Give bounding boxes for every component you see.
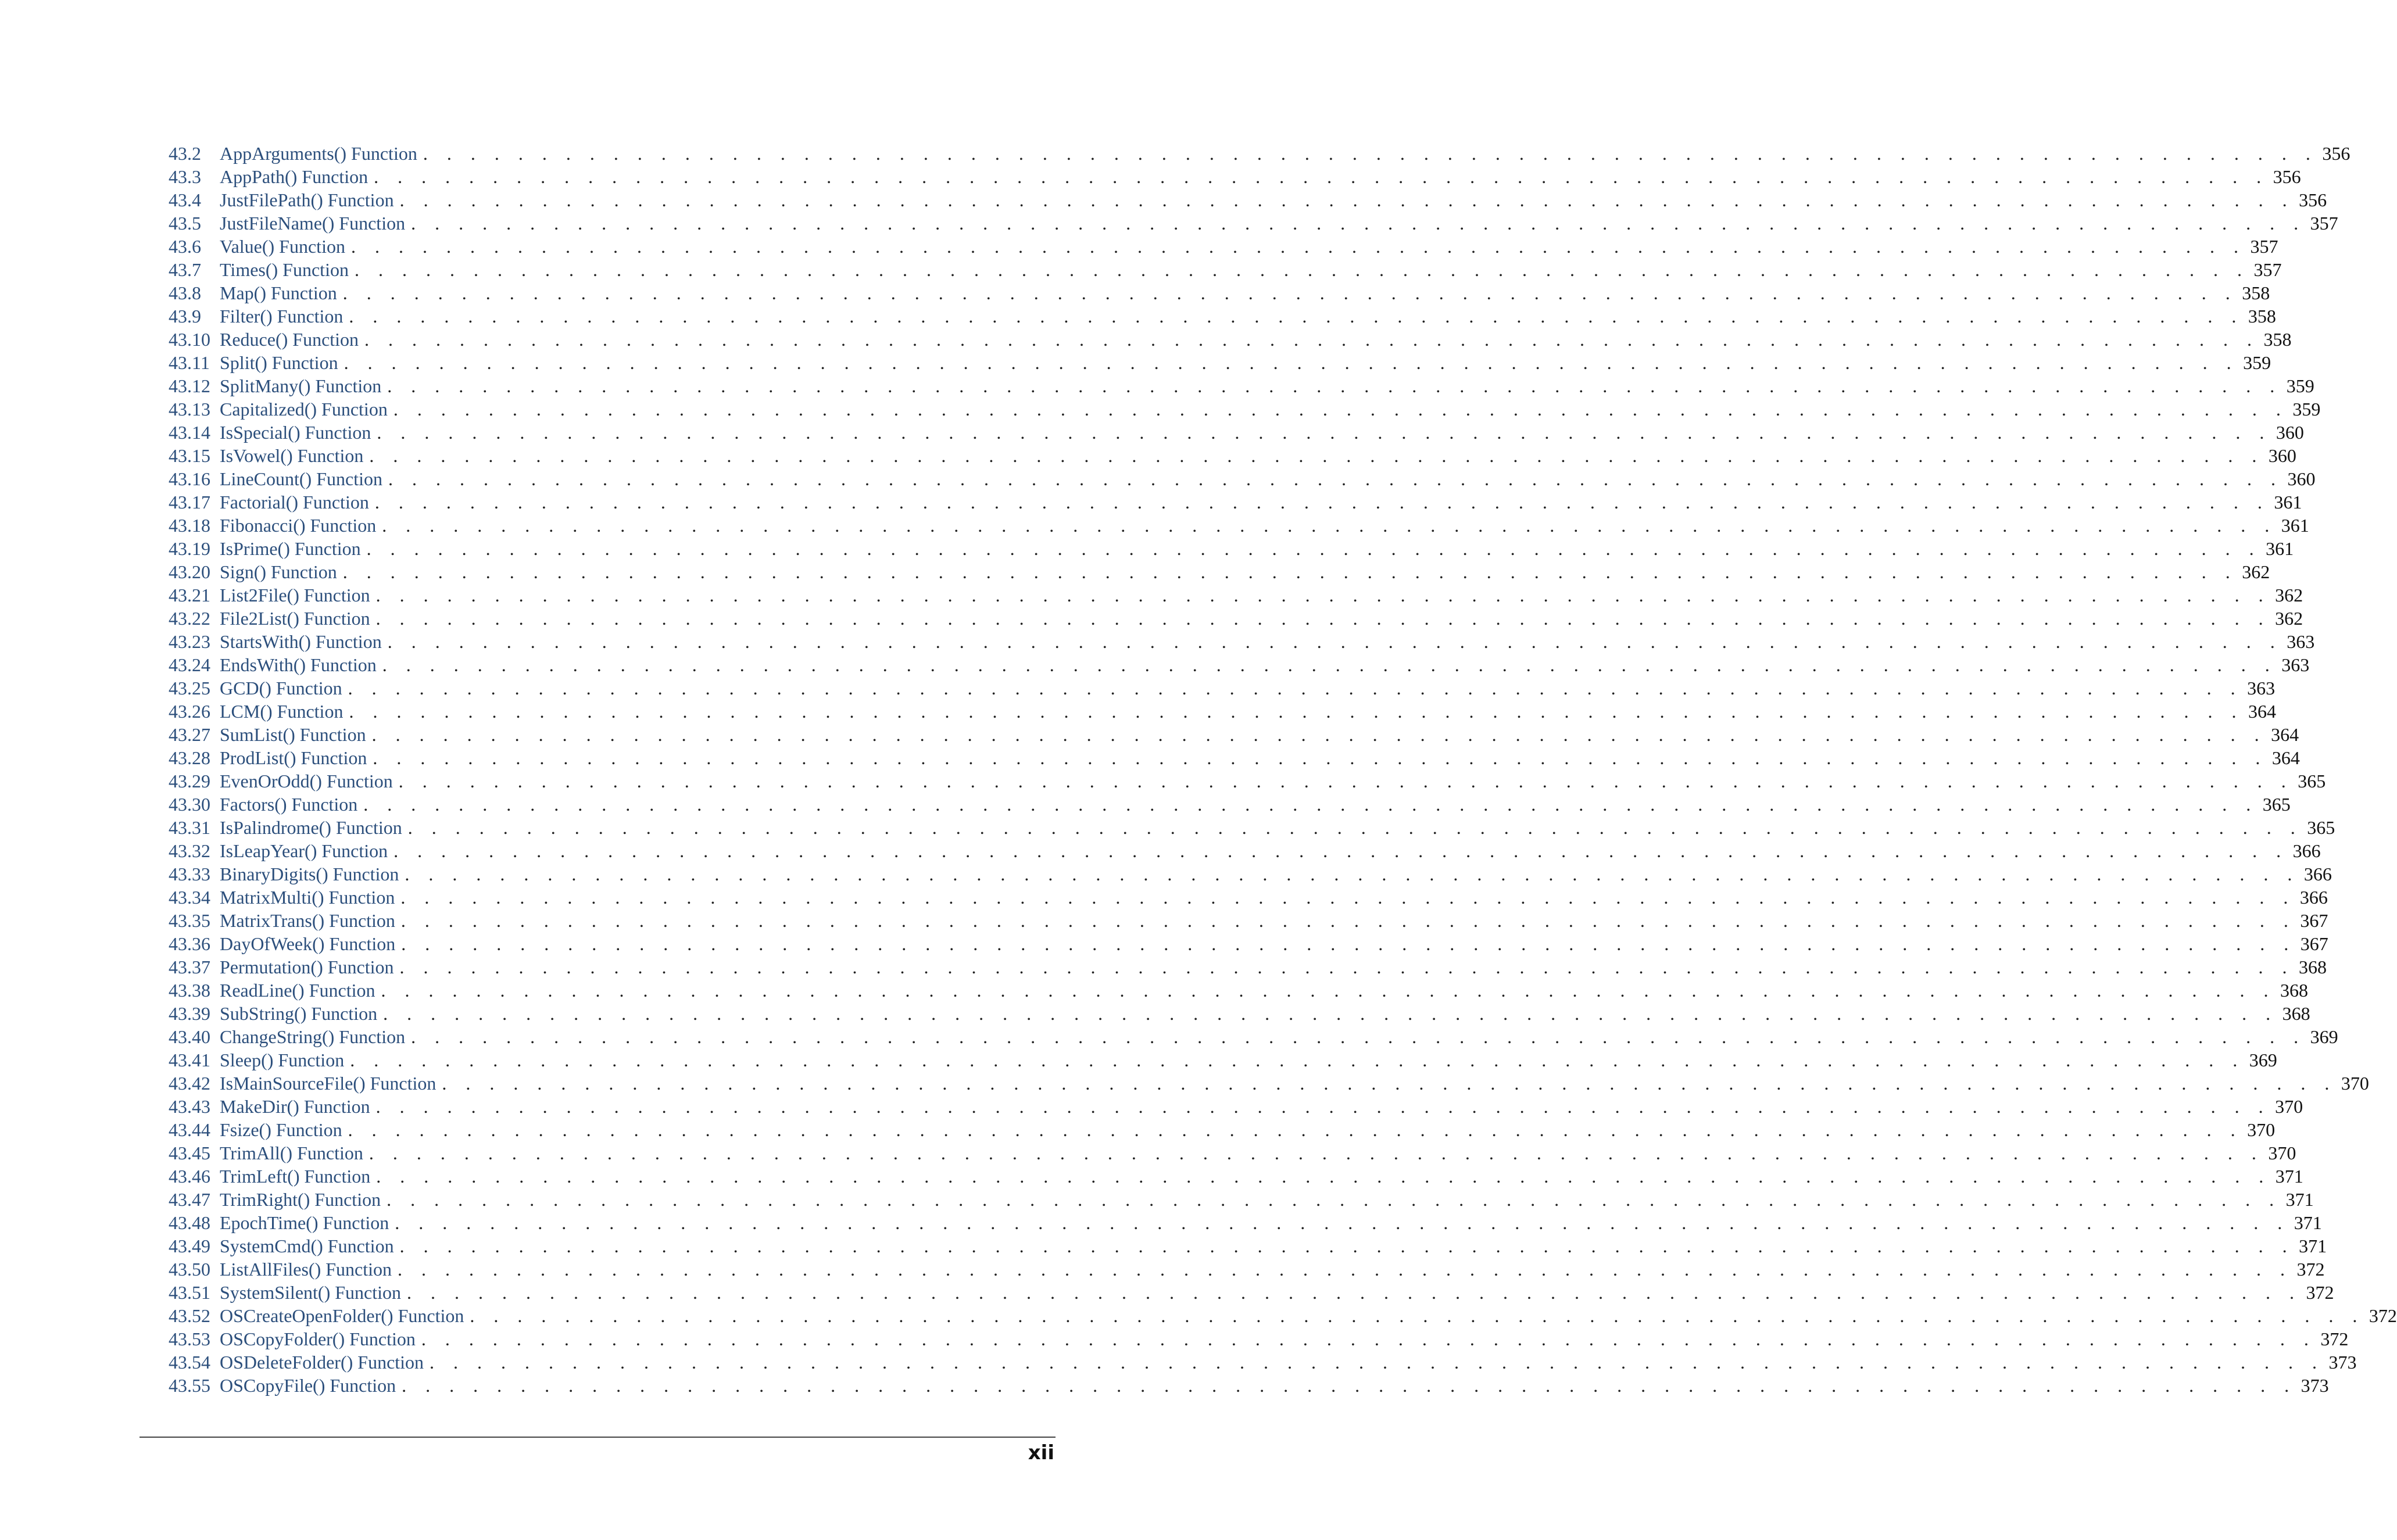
toc-entry-link[interactable]: MatrixTrans() Function — [220, 910, 395, 931]
toc-entry[interactable] — [169, 1374, 2329, 1397]
toc-entry-page-number[interactable]: 359 — [2292, 399, 2321, 420]
toc-entry-number[interactable]: 43.27 — [169, 724, 210, 745]
dot-leader: . . . . . . . . . . . . . . . . . . . . . . . . . . . . . . . . . . . . . . . . . . . . . . . . . . . . . . . . . . . . . . . . . . . . . . . . . . . . . . . . — [407, 1282, 2302, 1303]
dot-leader: . . . . . . . . . . . . . . . . . . . . . . . . . . . . . . . . . . . . . . . . . . . . . . . . . . . . . . . . . . . . . . . . . . . . . . . . . . . . . . . . — [342, 282, 2238, 303]
toc-entry[interactable] — [169, 886, 2328, 909]
toc-entry-number[interactable]: 43.46 — [169, 1166, 210, 1187]
dot-leader: . . . . . . . . . . . . . . . . . . . . . . . . . . . . . . . . . . . . . . . . . . . . . . . . . . . . . . . . . . . . . . . . . . . . . . . . . . . . . . . . — [382, 654, 2277, 675]
toc-entry-page-number[interactable]: 365 — [2298, 771, 2326, 792]
toc-entry-number[interactable]: 43.39 — [169, 1003, 210, 1024]
dot-leader: . . . . . . . . . . . . . . . . . . . . . . . . . . . . . . . . . . . . . . . . . . . . . . . . . . . . . . . . . . . . . . . . . . . . . . . . . . . . . . . . — [366, 538, 2262, 559]
toc-entry-link[interactable]: LCM() Function — [220, 701, 344, 722]
toc-entry-page-number[interactable]: 370 — [2275, 1096, 2303, 1117]
dot-leader: . . . . . . . . . . . . . . . . . . . . . . . . . . . . . . . . . . . . . . . . . . . . . . . . . . . . . . . . . . . . . . . . . . . . . . . . . . . . . . . . — [344, 352, 2239, 373]
toc-entry-number[interactable]: 43.48 — [169, 1212, 210, 1233]
toc-entry[interactable] — [169, 1165, 2303, 1188]
toc-entry[interactable] — [169, 1025, 2338, 1048]
dot-leader: . . . . . . . . . . . . . . . . . . . . . . . . . . . . . . . . . . . . . . . . . . . . . . . . . . . . . . . . . . . . . . . . . . . . . . . . . . . . . . . . — [442, 1073, 2337, 1094]
toc-entry-page-number[interactable]: 372 — [2306, 1282, 2334, 1303]
toc-entry-link[interactable]: MatrixMulti() Function — [220, 887, 395, 908]
dot-leader: . . . . . . . . . . . . . . . . . . . . . . . . . . . . . . . . . . . . . . . . . . . . . . . . . . . . . . . . . . . . . . . . . . . . . . . . . . . . . . . . — [374, 166, 2269, 187]
table-of-contents — [169, 142, 2397, 1397]
toc-entry-number[interactable]: 43.40 — [169, 1026, 210, 1047]
toc-entry-link[interactable]: OSCreateOpenFolder() Function — [220, 1305, 464, 1326]
toc-entry[interactable] — [169, 1141, 2296, 1165]
toc-entry-page-number[interactable]: 369 — [2310, 1026, 2338, 1047]
toc-entry-link[interactable]: EpochTime() Function — [220, 1212, 389, 1233]
dot-leader: . . . . . . . . . . . . . . . . . . . . . . . . . . . . . . . . . . . . . . . . . . . . . . . . . . . . . . . . . . . . . . . . . . . . . . . . . . . . . . . . — [395, 1212, 2289, 1233]
toc-entry-link[interactable]: TrimRight() Function — [220, 1189, 381, 1210]
toc-entry-link[interactable]: DayOfWeek() Function — [220, 933, 396, 954]
dot-leader: . . . . . . . . . . . . . . . . . . . . . . . . . . . . . . . . . . . . . . . . . . . . . . . . . . . . . . . . . . . . . . . . . . . . . . . . . . . . . . . . — [354, 259, 2249, 280]
toc-entry[interactable] — [169, 1118, 2276, 1141]
toc-entry-page-number[interactable]: 367 — [2300, 933, 2328, 954]
toc-entry[interactable] — [169, 653, 2310, 676]
toc-entry-link[interactable]: Times() Function — [220, 259, 349, 280]
toc-entry-link[interactable]: Split() Function — [220, 352, 338, 373]
toc-entry-number[interactable]: 43.30 — [169, 794, 210, 815]
toc-entry-page-number[interactable]: 366 — [2292, 840, 2321, 861]
toc-entry-link[interactable]: OSDeleteFolder() Function — [220, 1352, 424, 1373]
toc-entry-page-number[interactable]: 357 — [2250, 236, 2278, 257]
toc-entry-number[interactable]: 43.20 — [169, 561, 210, 582]
dot-leader: . . . . . . . . . . . . . . . . . . . . . . . . . . . . . . . . . . . . . . . . . . . . . . . . . . . . . . . . . . . . . . . . . . . . . . . . . . . . . . . . — [411, 213, 2306, 234]
toc-entry[interactable] — [169, 1281, 2334, 1304]
toc-entry-number[interactable]: 43.34 — [169, 887, 210, 908]
toc-entry-link[interactable]: SplitMany() Function — [220, 375, 382, 396]
toc-entry[interactable] — [169, 537, 2294, 560]
toc-entry-page-number[interactable]: 358 — [2263, 329, 2292, 350]
toc-entry-number[interactable]: 43.47 — [169, 1189, 210, 1210]
toc-entry-page-number[interactable]: 361 — [2266, 538, 2294, 559]
toc-entry[interactable] — [169, 1351, 2357, 1374]
toc-entry-link[interactable]: File2List() Function — [220, 608, 370, 629]
toc-entry[interactable] — [169, 258, 2282, 281]
toc-entry[interactable] — [169, 165, 2301, 188]
dot-leader: . . . . . . . . . . . . . . . . . . . . . . . . . . . . . . . . . . . . . . . . . . . . . . . . . . . . . . . . . . . . . . . . . . . . . . . . . . . . . . . . — [349, 701, 2244, 722]
toc-entry-link[interactable]: SystemSilent() Function — [220, 1282, 401, 1303]
toc-entry-link[interactable]: JustFilePath() Function — [220, 189, 394, 210]
toc-entry-number[interactable]: 43.35 — [169, 910, 210, 931]
toc-entry-page-number[interactable]: 369 — [2249, 1050, 2277, 1070]
dot-leader: . . . . . . . . . . . . . . . . . . . . . . . . . . . . . . . . . . . . . . . . . . . . . . . . . . . . . . . . . . . . . . . . . . . . . . . . . . . . . . . . — [342, 561, 2238, 582]
toc-entry-link[interactable]: Fibonacci() Function — [220, 515, 377, 536]
toc-entry-page-number[interactable]: 371 — [2294, 1212, 2322, 1233]
toc-entry-number[interactable]: 43.32 — [169, 840, 210, 861]
toc-entry-page-number[interactable]: 358 — [2248, 306, 2276, 327]
toc-entry-number[interactable]: 43.23 — [169, 631, 210, 652]
toc-entry-page-number[interactable]: 371 — [2299, 1235, 2327, 1256]
toc-entry[interactable] — [169, 467, 2316, 490]
toc-entry-page-number[interactable]: 372 — [2320, 1328, 2349, 1349]
dot-leader: . . . . . . . . . . . . . . . . . . . . . . . . . . . . . . . . . . . . . . . . . . . . . . . . . . . . . . . . . . . . . . . . . . . . . . . . . . . . . . . . — [423, 143, 2318, 164]
toc-entry-page-number[interactable]: 363 — [2287, 631, 2315, 652]
dot-leader: . . . . . . . . . . . . . . . . . . . . . . . . . . . . . . . . . . . . . . . . . . . . . . . . . . . . . . . . . . . . . . . . . . . . . . . . . . . . . . . . — [376, 1166, 2271, 1187]
dot-leader: . . . . . . . . . . . . . . . . . . . . . . . . . . . . . . . . . . . . . . . . . . . . . . . . . . . . . . . . . . . . . . . . . . . . . . . . . . . . . . . . — [401, 933, 2296, 954]
toc-entry[interactable] — [169, 955, 2327, 979]
toc-entry[interactable] — [169, 397, 2321, 421]
toc-entry[interactable] — [169, 862, 2332, 886]
toc-entry-link[interactable]: Capitalized() Function — [220, 399, 388, 420]
toc-entry-number[interactable]: 43.2 — [169, 143, 201, 164]
toc-entry-number[interactable]: 43.16 — [169, 468, 210, 489]
toc-entry-link[interactable]: List2File() Function — [220, 585, 370, 606]
toc-entry-link[interactable]: SumList() Function — [220, 724, 366, 745]
toc-entry-page-number[interactable]: 368 — [2282, 1003, 2310, 1024]
toc-entry-page-number[interactable]: 362 — [2275, 585, 2303, 606]
toc-entry-link[interactable]: EndsWith() Function — [220, 654, 377, 675]
toc-entry-page-number[interactable]: 359 — [2243, 352, 2271, 373]
toc-entry-number[interactable]: 43.19 — [169, 538, 210, 559]
toc-entry-link[interactable]: SubString() Function — [220, 1003, 378, 1024]
toc-entry-number[interactable]: 43.7 — [169, 259, 201, 280]
toc-entry-link[interactable]: AppArguments() Function — [220, 143, 417, 164]
toc-entry-link[interactable]: Value() Function — [220, 236, 345, 257]
toc-entry-page-number[interactable]: 368 — [2280, 980, 2308, 1001]
toc-entry[interactable] — [169, 1095, 2303, 1118]
toc-entry-page-number[interactable]: 371 — [2285, 1189, 2314, 1210]
toc-entry-number[interactable]: 43.5 — [169, 213, 201, 234]
toc-entry-number[interactable]: 43.17 — [169, 492, 210, 513]
dot-leader: . . . . . . . . . . . . . . . . . . . . . . . . . . . . . . . . . . . . . . . . . . . . . . . . . . . . . . . . . . . . . . . . . . . . . . . . . . . . . . . . — [399, 189, 2295, 210]
toc-entry-number[interactable]: 43.43 — [169, 1096, 210, 1117]
toc-entry-number[interactable]: 43.33 — [169, 864, 210, 884]
toc-entry[interactable] — [169, 235, 2278, 258]
toc-entry-number[interactable]: 43.15 — [169, 445, 210, 466]
dot-leader: . . . . . . . . . . . . . . . . . . . . . . . . . . . . . . . . . . . . . . . . . . . . . . . . . . . . . . . . . . . . . . . . . . . . . . . . . . . . . . . . — [375, 1096, 2271, 1117]
toc-entry-page-number[interactable]: 370 — [2247, 1119, 2276, 1140]
toc-entry-link[interactable]: ProdList() Function — [220, 747, 367, 768]
dot-leader: . . . . . . . . . . . . . . . . . . . . . . . . . . . . . . . . . . . . . . . . . . . . . . . . . . . . . . . . . . . . . . . . . . . . . . . . . . . . . . . . — [387, 375, 2282, 396]
dot-leader: . . . . . . . . . . . . . . . . . . . . . . . . . . . . . . . . . . . . . . . . . . . . . . . . . . . . . . . . . . . . . . . . . . . . . . . . . . . . . . . . — [371, 724, 2267, 745]
footer-rule — [139, 1437, 1056, 1438]
toc-entry-number[interactable]: 43.4 — [169, 189, 201, 210]
toc-entry-link[interactable]: MakeDir() Function — [220, 1096, 370, 1117]
toc-entry-number[interactable]: 43.8 — [169, 282, 201, 303]
toc-entry-link[interactable]: LineCount() Function — [220, 468, 382, 489]
toc-entry-number[interactable]: 43.22 — [169, 608, 210, 629]
toc-entry[interactable] — [169, 1327, 2349, 1351]
toc-entry[interactable] — [169, 979, 2308, 1002]
toc-entry-number[interactable]: 43.42 — [169, 1073, 210, 1094]
toc-entry-link[interactable]: TrimAll() Function — [220, 1143, 363, 1163]
toc-entry-page-number[interactable]: 368 — [2299, 957, 2327, 977]
page-number: xii — [1028, 1441, 1054, 1464]
toc-entry-number[interactable]: 43.54 — [169, 1352, 210, 1373]
dot-leader: . . . . . . . . . . . . . . . . . . . . . . . . . . . . . . . . . . . . . . . . . . . . . . . . . . . . . . . . . . . . . . . . . . . . . . . . . . . . . . . . — [393, 840, 2288, 861]
toc-entry-page-number[interactable]: 373 — [2328, 1352, 2357, 1373]
toc-entry-number[interactable]: 43.50 — [169, 1259, 210, 1280]
toc-entry-link[interactable]: SystemCmd() Function — [220, 1235, 394, 1256]
toc-entry-page-number[interactable]: 372 — [2369, 1305, 2397, 1326]
toc-entry[interactable] — [169, 1258, 2325, 1281]
toc-entry-page-number[interactable]: 358 — [2242, 282, 2270, 303]
toc-entry-page-number[interactable]: 373 — [2301, 1375, 2329, 1396]
toc-entry-page-number[interactable]: 365 — [2262, 794, 2291, 815]
toc-entry[interactable] — [169, 560, 2270, 583]
toc-entry[interactable] — [169, 1188, 2314, 1211]
toc-entry-link[interactable]: JustFileName() Function — [220, 213, 406, 234]
toc-entry-link[interactable]: GCD() Function — [220, 678, 342, 699]
dot-leader: . . . . . . . . . . . . . . . . . . . . . . . . . . . . . . . . . . . . . . . . . . . . . . . . . . . . . . . . . . . . . . . . . . . . . . . . . . . . . . . . — [399, 957, 2295, 977]
toc-entry-link[interactable]: Filter() Function — [220, 306, 344, 327]
dot-leader: . . . . . . . . . . . . . . . . . . . . . . . . . . . . . . . . . . . . . . . . . . . . . . . . . . . . . . . . . . . . . . . . . . . . . . . . . . . . . . . . — [393, 399, 2288, 420]
toc-entry-page-number[interactable]: 364 — [2271, 724, 2299, 745]
toc-entry[interactable] — [169, 374, 2314, 397]
toc-entry-link[interactable]: Sleep() Function — [220, 1050, 345, 1070]
toc-entry-link[interactable]: IsPrime() Function — [220, 538, 361, 559]
toc-entry[interactable] — [169, 281, 2270, 305]
toc-entry-page-number[interactable]: 356 — [2299, 189, 2327, 210]
toc-entry-link[interactable]: Map() Function — [220, 282, 337, 303]
dot-leader: . . . . . . . . . . . . . . . . . . . . . . . . . . . . . . . . . . . . . . . . . . . . . . . . . . . . . . . . . . . . . . . . . . . . . . . . . . . . . . . . — [369, 1143, 2264, 1163]
dot-leader: . . . . . . . . . . . . . . . . . . . . . . . . . . . . . . . . . . . . . . . . . . . . . . . . . . . . . . . . . . . . . . . . . . . . . . . . . . . . . . . . — [377, 422, 2271, 443]
toc-entry[interactable] — [169, 1304, 2397, 1327]
toc-entry-number[interactable]: 43.31 — [169, 817, 210, 838]
toc-entry-page-number[interactable]: 366 — [2299, 887, 2328, 908]
toc-entry[interactable] — [169, 1211, 2322, 1234]
toc-entry-number[interactable]: 43.14 — [169, 422, 210, 443]
toc-entry-link[interactable]: Fsize() Function — [220, 1119, 342, 1140]
toc-entry-page-number[interactable]: 360 — [2268, 445, 2296, 466]
toc-entry-link[interactable]: Sign() Function — [220, 561, 337, 582]
dot-leader: . . . . . . . . . . . . . . . . . . . . . . . . . . . . . . . . . . . . . . . . . . . . . . . . . . . . . . . . . . . . . . . . . . . . . . . . . . . . . . . . — [383, 1003, 2278, 1024]
toc-entry-page-number[interactable]: 357 — [2310, 213, 2338, 234]
toc-entry[interactable] — [169, 723, 2299, 746]
toc-entry-page-number[interactable]: 364 — [2271, 747, 2300, 768]
toc-entry[interactable] — [169, 1048, 2277, 1072]
dot-leader: . . . . . . . . . . . . . . . . . . . . . . . . . . . . . . . . . . . . . . . . . . . . . . . . . . . . . . . . . . . . . . . . . . . . . . . . . . . . . . . . — [470, 1305, 2364, 1326]
toc-entry[interactable] — [169, 816, 2335, 839]
toc-entry-page-number[interactable]: 360 — [2287, 468, 2316, 489]
toc-entry-number[interactable]: 43.41 — [169, 1050, 210, 1070]
toc-entry-link[interactable]: Reduce() Function — [220, 329, 359, 350]
dot-leader: . . . . . . . . . . . . . . . . . . . . . . . . . . . . . . . . . . . . . . . . . . . . . . . . . . . . . . . . . . . . . . . . . . . . . . . . . . . . . . . . — [375, 608, 2271, 629]
toc-entry-page-number[interactable]: 361 — [2274, 492, 2302, 513]
toc-entry[interactable] — [169, 188, 2327, 212]
dot-leader: . . . . . . . . . . . . . . . . . . . . . . . . . . . . . . . . . . . . . . . . . . . . . . . . . . . . . . . . . . . . . . . . . . . . . . . . . . . . . . . . — [381, 980, 2276, 1001]
toc-entry-link[interactable]: BinaryDigits() Function — [220, 864, 399, 884]
toc-entry[interactable] — [169, 1234, 2327, 1258]
toc-entry[interactable] — [169, 583, 2303, 607]
toc-entry-number[interactable]: 43.12 — [169, 375, 210, 396]
toc-entry-page-number[interactable]: 372 — [2296, 1259, 2325, 1280]
dot-leader: . . . . . . . . . . . . . . . . . . . . . . . . . . . . . . . . . . . . . . . . . . . . . . . . . . . . . . . . . . . . . . . . . . . . . . . . . . . . . . . . — [400, 887, 2295, 908]
toc-entry-link[interactable]: Factorial() Function — [220, 492, 369, 513]
dot-leader: . . . . . . . . . . . . . . . . . . . . . . . . . . . . . . . . . . . . . . . . . . . . . . . . . . . . . . . . . . . . . . . . . . . . . . . . . . . . . . . . — [382, 515, 2277, 536]
toc-entry-number[interactable]: 43.28 — [169, 747, 210, 768]
toc-entry[interactable] — [169, 607, 2303, 630]
dot-leader: . . . . . . . . . . . . . . . . . . . . . . . . . . . . . . . . . . . . . . . . . . . . . . . . . . . . . . . . . . . . . . . . . . . . . . . . . . . . . . . . — [387, 631, 2282, 652]
dot-leader: . . . . . . . . . . . . . . . . . . . . . . . . . . . . . . . . . . . . . . . . . . . . . . . . . . . . . . . . . . . . . . . . . . . . . . . . . . . . . . . . — [399, 1235, 2295, 1256]
toc-entry[interactable] — [169, 1072, 2369, 1095]
dot-leader: . . . . . . . . . . . . . . . . . . . . . . . . . . . . . . . . . . . . . . . . . . . . . . . . . . . . . . . . . . . . . . . . . . . . . . . . . . . . . . . . — [398, 1259, 2292, 1280]
toc-entry-page-number[interactable]: 370 — [2341, 1073, 2369, 1094]
toc-entry[interactable] — [169, 490, 2302, 514]
toc-entry-number[interactable]: 43.51 — [169, 1282, 210, 1303]
toc-entry-number[interactable]: 43.25 — [169, 678, 210, 699]
dot-leader: . . . . . . . . . . . . . . . . . . . . . . . . . . . . . . . . . . . . . . . . . . . . . . . . . . . . . . . . . . . . . . . . . . . . . . . . . . . . . . . . — [430, 1352, 2324, 1373]
toc-entry-page-number[interactable]: 360 — [2276, 422, 2304, 443]
toc-entry-number[interactable]: 43.49 — [169, 1235, 210, 1256]
toc-entry[interactable] — [169, 1002, 2310, 1025]
dot-leader: . . . . . . . . . . . . . . . . . . . . . . . . . . . . . . . . . . . . . . . . . . . . . . . . . . . . . . . . . . . . . . . . . . . . . . . . . . . . . . . . — [350, 236, 2246, 257]
toc-entry-page-number[interactable]: 357 — [2253, 259, 2282, 280]
toc-entry-page-number[interactable]: 367 — [2300, 910, 2328, 931]
dot-leader: . . . . . . . . . . . . . . . . . . . . . . . . . . . . . . . . . . . . . . . . . . . . . . . . . . . . . . . . . . . . . . . . . . . . . . . . . . . . . . . . — [405, 864, 2299, 884]
toc-entry-link[interactable]: ReadLine() Function — [220, 980, 375, 1001]
toc-entry-number[interactable]: 43.45 — [169, 1143, 210, 1163]
dot-leader: . . . . . . . . . . . . . . . . . . . . . . . . . . . . . . . . . . . . . . . . . . . . . . . . . . . . . . . . . . . . . . . . . . . . . . . . . . . . . . . . — [373, 747, 2267, 768]
toc-entry[interactable] — [169, 630, 2315, 653]
toc-entry-page-number[interactable]: 364 — [2248, 701, 2276, 722]
toc-entry-link[interactable]: TrimLeft() Function — [220, 1166, 371, 1187]
toc-entry-link[interactable]: ChangeString() Function — [220, 1026, 406, 1047]
dot-leader: . . . . . . . . . . . . . . . . . . . . . . . . . . . . . . . . . . . . . . . . . . . . . . . . . . . . . . . . . . . . . . . . . . . . . . . . . . . . . . . . — [400, 910, 2296, 931]
toc-entry-number[interactable]: 43.21 — [169, 585, 210, 606]
toc-entry-page-number[interactable]: 361 — [2281, 515, 2309, 536]
toc-entry-link[interactable]: ListAllFiles() Function — [220, 1259, 392, 1280]
toc-entry-number[interactable]: 43.10 — [169, 329, 210, 350]
dot-leader: . . . . . . . . . . . . . . . . . . . . . . . . . . . . . . . . . . . . . . . . . . . . . . . . . . . . . . . . . . . . . . . . . . . . . . . . . . . . . . . . — [369, 445, 2264, 466]
toc-entry-link[interactable]: EvenOrOdd() Function — [220, 771, 393, 792]
dot-leader: . . . . . . . . . . . . . . . . . . . . . . . . . . . . . . . . . . . . . . . . . . . . . . . . . . . . . . . . . . . . . . . . . . . . . . . . . . . . . . . . — [363, 794, 2258, 815]
toc-entry-link[interactable]: IsMainSourceFile() Function — [220, 1073, 437, 1094]
toc-entry-page-number[interactable]: 356 — [2322, 143, 2351, 164]
toc-entry[interactable] — [169, 839, 2321, 862]
dot-leader: . . . . . . . . . . . . . . . . . . . . . . . . . . . . . . . . . . . . . . . . . . . . . . . . . . . . . . . . . . . . . . . . . . . . . . . . . . . . . . . . — [407, 817, 2303, 838]
toc-entry-number[interactable]: 43.55 — [169, 1375, 210, 1396]
toc-entry-page-number[interactable]: 371 — [2275, 1166, 2303, 1187]
toc-entry[interactable] — [169, 700, 2276, 723]
toc-entry[interactable] — [169, 444, 2296, 467]
toc-entry[interactable] — [169, 909, 2328, 932]
toc-entry[interactable] — [169, 746, 2300, 769]
toc-entry[interactable] — [169, 328, 2292, 351]
toc-entry-page-number[interactable]: 365 — [2307, 817, 2335, 838]
toc-entry-page-number[interactable]: 366 — [2303, 864, 2332, 884]
toc-entry[interactable] — [169, 142, 2351, 165]
toc-entry-link[interactable]: OSCopyFile() Function — [220, 1375, 396, 1396]
toc-entry-link[interactable]: OSCopyFolder() Function — [220, 1328, 416, 1349]
toc-entry[interactable] — [169, 421, 2304, 444]
dot-leader: . . . . . . . . . . . . . . . . . . . . . . . . . . . . . . . . . . . . . . . . . . . . . . . . . . . . . . . . . . . . . . . . . . . . . . . . . . . . . . . . — [411, 1026, 2306, 1047]
toc-entry-link[interactable]: AppPath() Function — [220, 166, 369, 187]
dot-leader: . . . . . . . . . . . . . . . . . . . . . . . . . . . . . . . . . . . . . . . . . . . . . . . . . . . . . . . . . . . . . . . . . . . . . . . . . . . . . . . . — [402, 1375, 2296, 1396]
toc-entry-link[interactable]: Factors() Function — [220, 794, 358, 815]
dot-leader: . . . . . . . . . . . . . . . . . . . . . . . . . . . . . . . . . . . . . . . . . . . . . . . . . . . . . . . . . . . . . . . . . . . . . . . . . . . . . . . . — [350, 1050, 2245, 1070]
toc-entry-link[interactable]: IsVowel() Function — [220, 445, 364, 466]
toc-entry-page-number[interactable]: 362 — [2242, 561, 2270, 582]
toc-entry[interactable] — [169, 351, 2271, 374]
toc-entry-number[interactable]: 43.24 — [169, 654, 210, 675]
dot-leader: . . . . . . . . . . . . . . . . . . . . . . . . . . . . . . . . . . . . . . . . . . . . . . . . . . . . . . . . . . . . . . . . . . . . . . . . . . . . . . . . — [387, 1189, 2281, 1210]
toc-entry-number[interactable]: 43.18 — [169, 515, 210, 536]
toc-entry-number[interactable]: 43.38 — [169, 980, 210, 1001]
toc-entry-number[interactable]: 43.13 — [169, 399, 210, 420]
toc-entry-link[interactable]: StartsWith() Function — [220, 631, 382, 652]
toc-entry-page-number[interactable]: 363 — [2281, 654, 2310, 675]
toc-entry[interactable] — [169, 514, 2309, 537]
toc-entry-number[interactable]: 43.6 — [169, 236, 201, 257]
toc-entry-page-number[interactable]: 370 — [2268, 1143, 2296, 1163]
toc-entry[interactable] — [169, 769, 2326, 793]
toc-entry-link[interactable]: Permutation() Function — [220, 957, 394, 977]
toc-entry-page-number[interactable]: 359 — [2286, 375, 2314, 396]
toc-entry[interactable] — [169, 793, 2291, 816]
toc-entry-number[interactable]: 43.44 — [169, 1119, 210, 1140]
toc-entry-number[interactable]: 43.36 — [169, 933, 210, 954]
dot-leader: . . . . . . . . . . . . . . . . . . . . . . . . . . . . . . . . . . . . . . . . . . . . . . . . . . . . . . . . . . . . . . . . . . . . . . . . . . . . . . . . — [348, 1119, 2243, 1140]
toc-entry-number[interactable]: 43.52 — [169, 1305, 210, 1326]
dot-leader: . . . . . . . . . . . . . . . . . . . . . . . . . . . . . . . . . . . . . . . . . . . . . . . . . . . . . . . . . . . . . . . . . . . . . . . . . . . . . . . . — [421, 1328, 2316, 1349]
toc-entry-number[interactable]: 43.29 — [169, 771, 210, 792]
dot-leader: . . . . . . . . . . . . . . . . . . . . . . . . . . . . . . . . . . . . . . . . . . . . . . . . . . . . . . . . . . . . . . . . . . . . . . . . . . . . . . . . — [349, 306, 2244, 327]
toc-entry-number[interactable]: 43.53 — [169, 1328, 210, 1349]
toc-entry-number[interactable]: 43.37 — [169, 957, 210, 977]
toc-entry-link[interactable]: IsLeapYear() Function — [220, 840, 388, 861]
dot-leader: . . . . . . . . . . . . . . . . . . . . . . . . . . . . . . . . . . . . . . . . . . . . . . . . . . . . . . . . . . . . . . . . . . . . . . . . . . . . . . . . — [374, 492, 2270, 513]
toc-entry-number[interactable]: 43.9 — [169, 306, 201, 327]
toc-entry-link[interactable]: IsPalindrome() Function — [220, 817, 402, 838]
dot-leader: . . . . . . . . . . . . . . . . . . . . . . . . . . . . . . . . . . . . . . . . . . . . . . . . . . . . . . . . . . . . . . . . . . . . . . . . . . . . . . . . — [398, 771, 2294, 792]
toc-entry-page-number[interactable]: 363 — [2247, 678, 2276, 699]
toc-entry[interactable] — [169, 932, 2328, 955]
toc-entry-number[interactable]: 43.26 — [169, 701, 210, 722]
dot-leader: . . . . . . . . . . . . . . . . . . . . . . . . . . . . . . . . . . . . . . . . . . . . . . . . . . . . . . . . . . . . . . . . . . . . . . . . . . . . . . . . — [388, 468, 2283, 489]
toc-entry-link[interactable]: IsSpecial() Function — [220, 422, 371, 443]
toc-entry[interactable] — [169, 212, 2338, 235]
dot-leader: . . . . . . . . . . . . . . . . . . . . . . . . . . . . . . . . . . . . . . . . . . . . . . . . . . . . . . . . . . . . . . . . . . . . . . . . . . . . . . . . — [348, 678, 2243, 699]
toc-entry[interactable] — [169, 676, 2276, 700]
toc-entry-page-number[interactable]: 356 — [2273, 166, 2301, 187]
toc-entry-number[interactable]: 43.3 — [169, 166, 201, 187]
toc-entry-number[interactable]: 43.11 — [169, 352, 210, 373]
toc-entry[interactable] — [169, 305, 2276, 328]
dot-leader: . . . . . . . . . . . . . . . . . . . . . . . . . . . . . . . . . . . . . . . . . . . . . . . . . . . . . . . . . . . . . . . . . . . . . . . . . . . . . . . . — [375, 585, 2271, 606]
dot-leader: . . . . . . . . . . . . . . . . . . . . . . . . . . . . . . . . . . . . . . . . . . . . . . . . . . . . . . . . . . . . . . . . . . . . . . . . . . . . . . . . — [364, 329, 2259, 350]
toc-entry-page-number[interactable]: 362 — [2275, 608, 2303, 629]
